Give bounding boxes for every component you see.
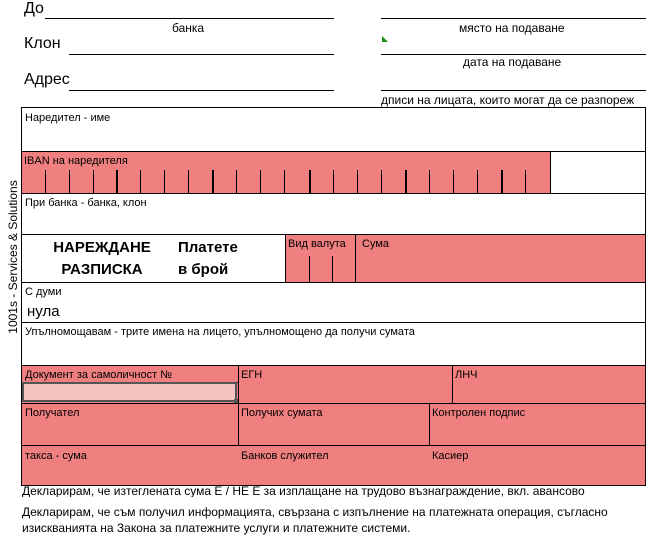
place-line[interactable] <box>381 18 646 19</box>
to-bank-line[interactable] <box>45 18 334 19</box>
pay-cash-title: Платете в брой <box>178 239 238 278</box>
signatures-line[interactable] <box>381 90 646 91</box>
cashier-label: Касиер <box>432 450 469 462</box>
declaration-line-2: Декларирам, че съм получил информацията, свързана с изпълнение на платежната операция, съгласно <box>22 505 608 519</box>
iban-field[interactable] <box>22 152 550 193</box>
in-words-value[interactable]: нула <box>27 303 60 320</box>
lnch-label: ЛНЧ <box>455 369 478 381</box>
branch-line[interactable] <box>69 54 334 55</box>
control-signature-label: Контролен подпис <box>432 407 526 419</box>
fee-row <box>22 446 645 485</box>
bank-caption: банка <box>172 21 205 35</box>
date-caption: дата на подаване <box>463 55 562 69</box>
signatures-caption: дписи на лицата, които могат да се разпореж <box>381 93 635 107</box>
iban-label: IBAN на наредителя <box>24 155 128 167</box>
vendor-sidebar-text: 1001s - Services & Solutions <box>6 180 20 334</box>
to-label: До <box>24 0 44 17</box>
at-bank-label: При банка - банка, клон <box>25 197 147 209</box>
place-caption: място на подаване <box>459 21 565 35</box>
fee-label: такса - сума <box>25 450 87 462</box>
declaration-line-3: изискванията на Закона за платежните услуги и платежните системи. <box>22 521 411 535</box>
egn-label: ЕГН <box>241 369 263 381</box>
recipient-row <box>22 404 645 445</box>
payment-form <box>21 107 646 486</box>
declaration-line-1: Декларирам, че изтеглената сума Е / НЕ Е за изплащане на трудово възнаграждение, вкл. авансово <box>22 484 585 497</box>
currency-label: Вид валута <box>288 238 346 250</box>
received-label: Получих сумата <box>241 407 323 419</box>
payer-name-label: Наредител - име <box>25 112 111 124</box>
id-doc-label: Документ за самоличност № <box>25 369 173 381</box>
comment-marker-icon <box>382 36 388 42</box>
recipient-label: Получател <box>25 407 80 419</box>
address-line[interactable] <box>69 90 334 91</box>
bank-employee-label: Банков служител <box>241 450 329 462</box>
currency-amount-field[interactable] <box>286 235 645 282</box>
branch-label: Клон <box>24 35 61 52</box>
order-title: НАРЕЖДАНЕ РАЗПИСКА <box>53 239 151 278</box>
address-label: Адрес <box>24 71 70 88</box>
id-doc-input[interactable] <box>22 382 237 402</box>
authorize-label: Упълномощавам - трите имена на лицето, упълномощено да получи сумата <box>25 326 415 338</box>
in-words-label: С думи <box>25 286 62 298</box>
amount-label: Сума <box>362 238 390 250</box>
